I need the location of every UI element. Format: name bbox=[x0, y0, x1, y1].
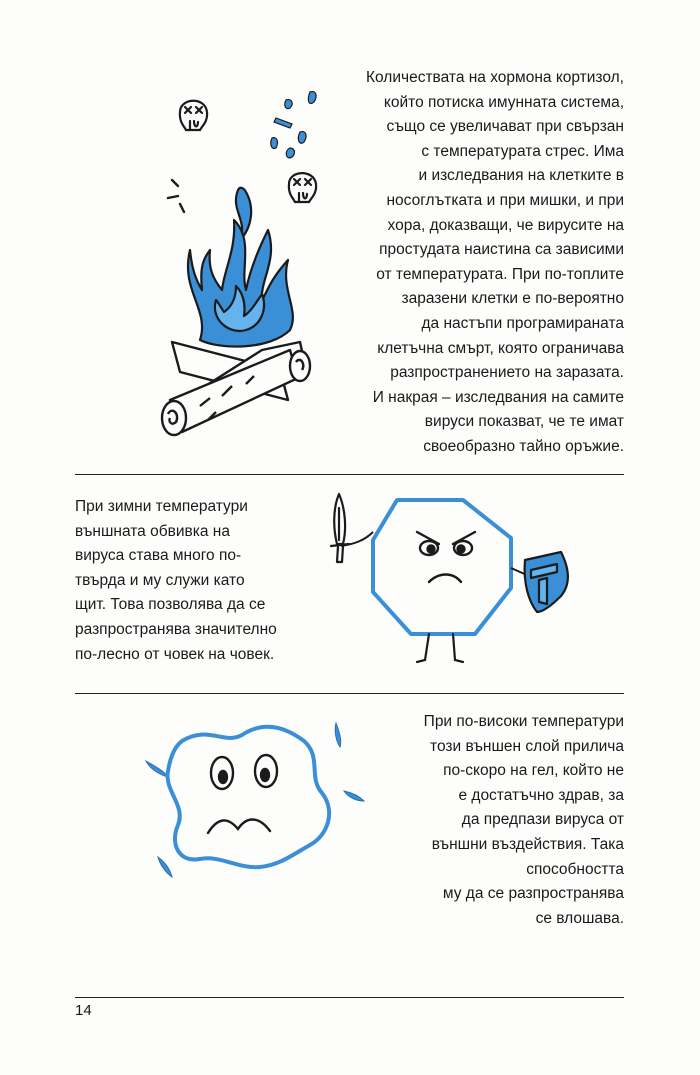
text-line: своеобразно тайно оръжие. bbox=[423, 437, 624, 455]
skull-icon bbox=[180, 101, 207, 130]
text-line: също се увеличават при свързан bbox=[386, 118, 624, 136]
text-line: вируса става много по- bbox=[75, 547, 242, 565]
flame-icon bbox=[188, 188, 293, 347]
text-line: с температурата стрес. Има bbox=[421, 142, 624, 160]
text-line: хора, доказващи, че вирусите на bbox=[387, 216, 624, 234]
text-line: по-лесно от човек на човек. bbox=[75, 645, 275, 663]
droplets-icon bbox=[271, 92, 316, 158]
page-number: 14 bbox=[75, 1002, 92, 1019]
text-line: разпространява значително bbox=[75, 620, 277, 638]
text-line: е достатъчно здрав, за bbox=[458, 786, 624, 804]
logs-icon bbox=[162, 342, 310, 435]
worried-face bbox=[208, 755, 277, 833]
text-line: и изследвания на клетките в bbox=[418, 167, 624, 185]
footer-divider bbox=[75, 997, 624, 998]
virus-body bbox=[373, 500, 511, 634]
text-line: се влошава. bbox=[535, 909, 624, 927]
text-line: да настъпи програмираната bbox=[421, 314, 624, 332]
armored-virus-illustration bbox=[325, 488, 585, 668]
text-line: външната обвивка на bbox=[75, 522, 230, 540]
sparkle-icon bbox=[168, 180, 184, 212]
text-line: този външен слой прилича bbox=[430, 737, 624, 755]
text-line: Количествата на хормона кортизол, bbox=[366, 69, 624, 86]
shield-icon bbox=[525, 552, 568, 612]
paragraph-fire bbox=[300, 66, 624, 460]
text-line: му да се разпространява bbox=[442, 885, 624, 903]
text-line: щит. Това позволява да се bbox=[75, 596, 266, 614]
paragraph-armored-virus bbox=[75, 495, 315, 667]
text-line: по-скоро на гел, който не bbox=[443, 762, 624, 780]
text-line: който потиска имунната система, bbox=[383, 93, 624, 111]
text-line: носоглътката и при мишки, и при bbox=[386, 191, 624, 209]
gel-virus-illustration bbox=[138, 705, 368, 895]
text-line: да предпази вируса от bbox=[461, 811, 624, 829]
sword-icon bbox=[331, 494, 349, 562]
text-line: И накрая – изследвания на самите bbox=[372, 388, 624, 406]
angry-face bbox=[417, 532, 475, 582]
section-divider bbox=[75, 693, 624, 694]
text-line: външни въздействия. Така bbox=[431, 835, 624, 853]
text-line: от температурата. При по-топлите bbox=[376, 265, 624, 283]
text-line: При по-високи температури bbox=[423, 713, 624, 730]
campfire-illustration bbox=[150, 80, 310, 440]
text-line: простудата наистина са зависими bbox=[379, 241, 624, 259]
text-line: заразени клетки е по-вероятно bbox=[401, 290, 624, 308]
text-line: твърда и му служи като bbox=[75, 571, 245, 589]
text-line: При зимни температури bbox=[75, 498, 248, 515]
section-divider bbox=[75, 474, 624, 475]
text-line: клетъчна смърт, която ограничава bbox=[377, 339, 624, 357]
text-line: вируси показват, че те имат bbox=[424, 413, 624, 431]
legs bbox=[417, 634, 463, 662]
virus-body bbox=[168, 727, 330, 867]
text-line: разпространението на заразата. bbox=[390, 364, 624, 382]
text-line: способността bbox=[526, 860, 624, 878]
paragraph-gel-virus bbox=[350, 710, 624, 931]
